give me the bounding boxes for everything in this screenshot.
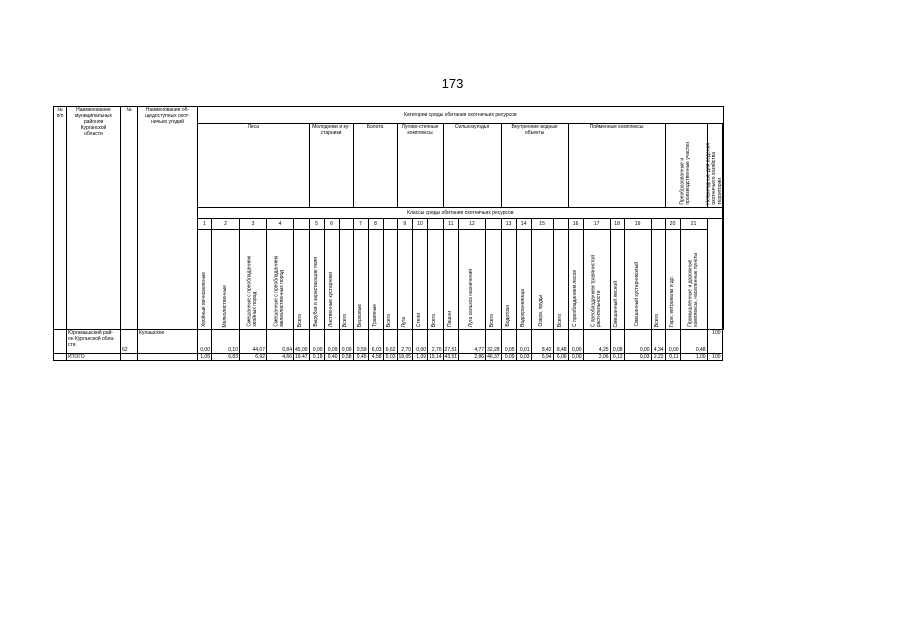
group-forests: Леса: [198, 124, 310, 208]
class-number: 13: [501, 219, 516, 230]
class-number: 21: [680, 219, 707, 230]
class-number: [339, 219, 353, 230]
class-number: [294, 219, 310, 230]
class-name: Всего: [294, 230, 310, 330]
cell-area-name: Кулашское: [138, 330, 198, 354]
group-young-shrubs: Молодняки и ку- старники: [309, 124, 353, 208]
cell-value: 0,08: [610, 330, 624, 354]
class-name: Смешанные с преобладанием хвойных пород: [240, 230, 267, 330]
cell-value: 2,86: [459, 354, 486, 361]
class-number: 15: [531, 219, 553, 230]
group-total-area: [722, 124, 723, 330]
cell-value: 6,92: [240, 354, 267, 361]
cell-value: 27,51: [443, 330, 459, 354]
cell-value: 0,00: [624, 330, 651, 354]
cell-value: 0,00: [665, 330, 680, 354]
group-inland-waters: Внутренние водные объекты: [501, 124, 568, 208]
class-name: Всего: [339, 230, 353, 330]
cell-value: 4,58: [368, 354, 383, 361]
class-name: Водохранилища: [516, 230, 531, 330]
class-number: 18: [610, 219, 624, 230]
cell-value: 0,45: [353, 354, 368, 361]
cell-value: 0,03: [624, 354, 651, 361]
cell-value: 0,40: [324, 354, 339, 361]
cell-value: 2,06: [583, 354, 610, 361]
cell-value: 4,66: [267, 354, 294, 361]
class-number: 17: [583, 219, 610, 230]
cell-value: 0,84: [267, 330, 294, 354]
cell-value: 18,05: [398, 354, 412, 360]
class-number: 6: [324, 219, 339, 230]
cell-value: 4,77: [459, 330, 486, 354]
class-name: Степи: [413, 230, 428, 330]
class-number: 14: [516, 219, 531, 230]
cell-value: 0,03: [516, 354, 531, 361]
cell-value: 5,94: [531, 354, 553, 361]
page-number: 173: [441, 76, 464, 91]
cell-value: 6,06: [553, 354, 568, 361]
class-number: [486, 219, 502, 230]
cell-value: 2,70: [397, 330, 413, 354]
class-name: Вырубки и зарастающие поля: [309, 230, 324, 330]
class-name: Мелколиственные: [212, 230, 240, 330]
class-number: 9: [397, 219, 413, 230]
cell-value: 2,22: [651, 354, 665, 361]
cell-value: 0,00: [413, 330, 428, 354]
cell-value: 45,00: [294, 330, 310, 354]
cell-value: 6,62: [383, 330, 397, 354]
cell-num: [54, 354, 67, 361]
class-name: Озера, пруды: [531, 230, 553, 330]
cell-value: 0,00: [568, 354, 583, 361]
class-name: Промышленные и дорожные комплексы, населенные пункты: [680, 230, 707, 330]
class-name: Верховые: [353, 230, 368, 330]
class-name: Хвойные вечнозеленые: [198, 230, 212, 330]
cell-district: ИТОГО: [67, 354, 121, 361]
cell-value: 0,11: [665, 354, 680, 361]
group-floodplain: Пойменные комплексы: [568, 124, 665, 208]
table-row: [54, 354, 724, 361]
class-number: 3: [240, 219, 267, 230]
class-number: 19: [624, 219, 651, 230]
class-name: Луга сельхоз назначения: [459, 230, 486, 330]
group-unsuitable: Непригодные для ведения охотничьего хозяйства территории: [707, 124, 722, 208]
class-name: Водотоки: [501, 230, 516, 330]
cell-value: 1,09: [413, 354, 428, 361]
class-name: Всего: [553, 230, 568, 330]
header-num: № п/п: [54, 107, 67, 330]
cell-total: 100: [707, 330, 722, 354]
cell-value: 19,14: [429, 354, 442, 360]
class-number: 20: [665, 219, 680, 230]
header-district: Наименование муниципальных районов Курганской области: [67, 107, 121, 330]
class-name: Смешанный лесной: [610, 230, 624, 330]
class-name: Гари, ветровалы и др.: [665, 230, 680, 330]
habitat-table-container: [53, 106, 724, 361]
cell-value: 0,10: [212, 330, 240, 354]
group-transformed-areas: Преобразованные и производственные участки: [665, 124, 707, 208]
header-categories-title: Категории среды обитания охотничьих ресурсов: [198, 107, 724, 124]
cell-no: 62: [121, 330, 138, 354]
cell-value: 0,01: [516, 330, 531, 354]
table-row: [54, 330, 724, 354]
group-meadow-steppe: Лугово-степные комплексы: [397, 124, 443, 208]
cell-value: 0,05: [501, 330, 516, 354]
cell-value: 4,34: [651, 330, 665, 354]
class-number: 8: [368, 219, 383, 230]
cell-value: 0,00: [568, 330, 583, 354]
cell-value: 0,48: [680, 330, 707, 354]
cell-value: 0,09: [339, 330, 353, 354]
class-name: Всего: [428, 230, 444, 330]
cell-value: 0,59: [353, 330, 368, 354]
cell-value: 0,00: [198, 330, 212, 354]
cell-value: 6,83: [212, 354, 240, 361]
cell-value: 8,48: [553, 330, 568, 354]
class-name: Всего: [383, 230, 397, 330]
class-number: 12: [459, 219, 486, 230]
cell-value: 19,47: [295, 354, 308, 360]
cell-value: 32,28: [486, 330, 502, 354]
header-area-name: Наименование об- щедоступных охот- ничьих угодий: [138, 107, 198, 330]
group-farmland: Сельхозугодья: [443, 124, 501, 208]
class-name: Всего: [651, 230, 665, 330]
class-name: Лиственные кустарники: [324, 230, 339, 330]
cell-value: 1,05: [198, 354, 212, 361]
header-no: №: [121, 107, 138, 330]
cell-total: 100: [707, 354, 722, 361]
class-number: 11: [443, 219, 459, 230]
cell-value: 0,09: [501, 354, 516, 361]
class-number: 10: [413, 219, 428, 230]
cell-value: 2,70: [428, 330, 444, 354]
cell-value: 0,18: [309, 354, 324, 361]
cell-value: 0,09: [324, 330, 339, 354]
class-name: Смешанные с преобладанием мелколиственных пород: [267, 230, 294, 330]
class-number: 2: [212, 219, 240, 230]
class-number: 4: [267, 219, 294, 230]
cell-value: 0,00: [309, 330, 324, 354]
class-number: 16: [568, 219, 583, 230]
cell-value: 6,03: [368, 330, 383, 354]
cell-district: Юргамышский рай- он Курганской обла- сти: [67, 330, 121, 354]
class-name: С преобладанием лесов: [568, 230, 583, 330]
class-name: Смешанный кустарниковый: [624, 230, 651, 330]
cell-value: 0,58: [339, 354, 353, 361]
class-name: Травяные: [368, 230, 383, 330]
class-number: 5: [309, 219, 324, 230]
cell-value: 8,42: [531, 330, 553, 354]
class-name: Всего: [486, 230, 502, 330]
class-number: 1: [198, 219, 212, 230]
cell-value: 4,25: [583, 330, 610, 354]
group-swamps: Болота: [353, 124, 397, 208]
habitat-categories-table: [53, 106, 724, 361]
header-classes-title: Классы среды обитания охотничьих ресурсов: [198, 208, 724, 219]
cell-no: [121, 354, 138, 361]
class-number: [553, 219, 568, 230]
cell-value: 46,37: [487, 354, 500, 360]
cell-value: 0,13: [610, 354, 624, 361]
class-name: С преобладанием травянистой растительности: [583, 230, 610, 330]
class-number: [428, 219, 444, 230]
class-number: [651, 219, 665, 230]
class-number: [383, 219, 397, 230]
class-name: Пашни: [443, 230, 459, 330]
cell-value: 43,51: [444, 354, 458, 360]
cell-value: 5,03: [383, 354, 397, 361]
class-number: 7: [353, 219, 368, 230]
cell-value: 1,00: [680, 354, 707, 361]
cell-num: [54, 330, 67, 354]
class-name: Луга: [397, 230, 413, 330]
cell-value: 44,07: [240, 330, 267, 354]
cell-area-name: [138, 354, 198, 361]
